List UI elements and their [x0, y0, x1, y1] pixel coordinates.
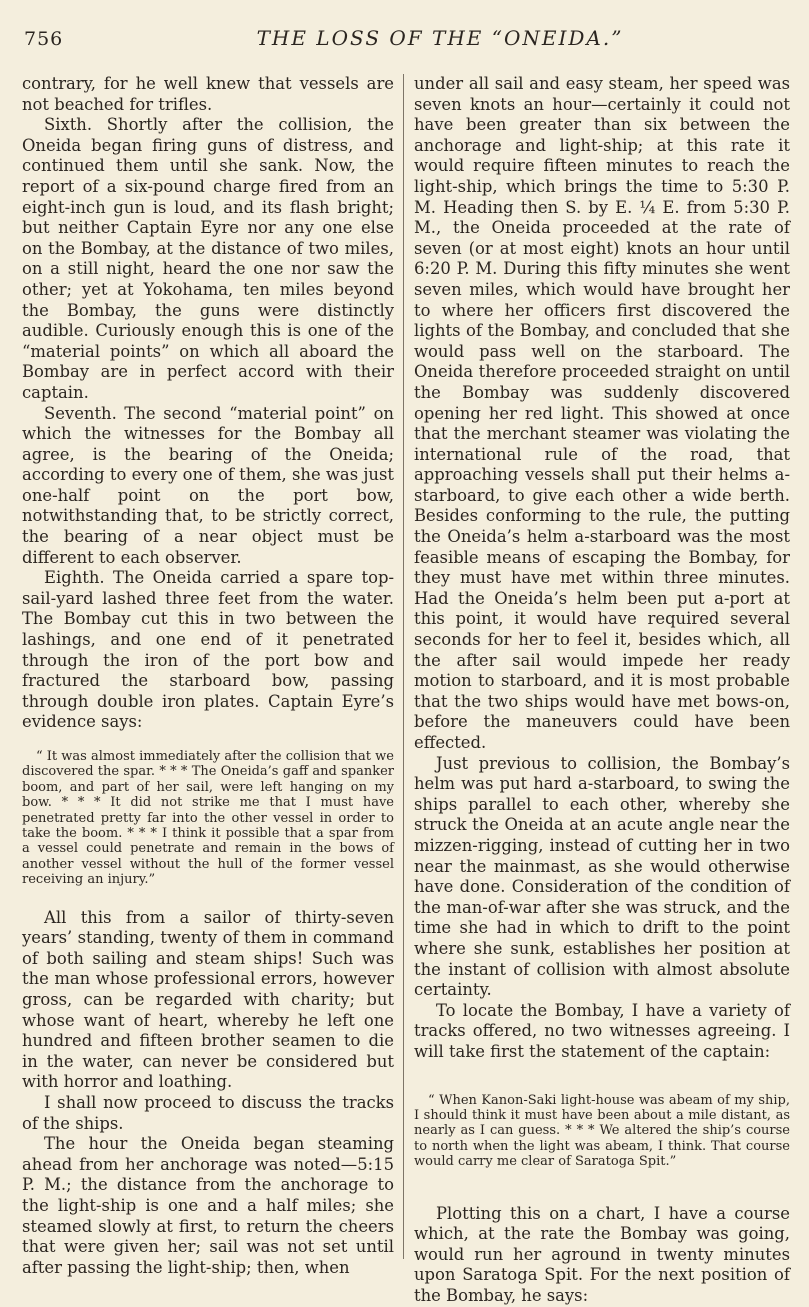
paragraph: I shall now proceed to discuss the tracks of the ships. — [22, 1093, 394, 1133]
right-column — [414, 74, 790, 1307]
paragraph: contrary, for he well knew that vessels are not beached for trifles. — [22, 74, 394, 114]
paragraph: Just previous to collision, the Bombay’s helm was put hard a-starboard, to swing the ships parallel to each other, whereby she struck the Oneida at an acute angle near the mizzen-rigging, instead of cutting her in two near the mainmast, as she would otherwise have done. Consideration of the condition of the man-of-war after she was struck, and the time she had in which to drift to the point where she sunk, establishes her position at the instant of collision with almost absolute certainty. — [414, 753, 790, 1000]
paragraph: under all sail and easy steam, her speed was seven knots an hour—certainly it could not have been greater than six between the anchorage and light-ship; at this rate it would require fifteen minutes to reach the light-ship, which brings the time to 5:30 P. M. Heading then S. by E. ¼ E. from 5:30 P. M., the Oneida proceeded at the rate of seven (or at most eight) knots an hour until 6:20 P. M. During this fifty minutes she went seven miles, which would have brought her to where her officers first discovered the lights of the Bombay, and concluded that she would pass well on the starboard. The Oneida therefore proceeded straight on until the Bombay was suddenly discovered opening her red light. This showed at once that the merchant steamer was violating the international rule of the road, that approaching vessels shall put their helms a-starboard, to give each other a wide berth. Besides conforming to the rule, the putting the Oneida’s helm a-starboard was the most feasible means of escaping the Bombay, for they must have met within three minutes. Had the Oneida’s helm been put a-port at this point, it would have required several seconds for her to feel it, besides which, all the after sail would impede her ready motion to starboard, and it is most probable that the two ships would have met bows-on, before the maneuvers could have been effected. — [414, 74, 790, 752]
paragraph: To locate the Bombay, I have a variety of tracks offered, no two witnesses agreeing. I will take first the statement of the captain: — [414, 1000, 790, 1061]
page-number: 756 — [24, 28, 64, 50]
paragraph: Plotting this on a chart, I have a course which, at the rate the Bombay was going, would run her aground in twenty minutes upon Saratoga Spit. For the next position of the Bombay, he says: — [414, 1203, 790, 1305]
paragraph: All this from a sailor of thirty-seven years’ standing, twenty of them in command of both sailing and steam ships! Such was the man whose professional errors, however gross, can be regarded with charity; but whose want of heart, whereby he left one hundred and fifteen brother seamen to die in the water, can never be considered but with horror and loathing. — [22, 907, 394, 1092]
paragraph-eighth: Eighth. The Oneida carried a spare top-sail-yard lashed three feet from the water. The Bombay cut this in two between the lashings, and one end of it penetrated through the iron of the port bow and fractured the starboard bow, passing through double iron plates. Captain Eyre’s evidence says: — [22, 568, 394, 732]
block-quote-captain-statement: “ When Kanon-Saki light-house was abeam of my ship, I should think it must have been about a mile distant, as nearly as I can guess. * * * We altered the ship’s course to north when the light was abeam, I think. That course would carry me clear of Saratoga Spit.” — [414, 1092, 790, 1170]
paragraph-seventh: Seventh. The second “material point” on which the witnesses for the Bombay all agree, is the bearing of the Oneida; according to every one of them, she was just one-half point on the port bow, notwithstanding that, to be strictly correct, the bearing of a near object must be different to each observer. — [22, 403, 394, 567]
running-title: THE LOSS OF THE “ONEIDA.” — [256, 26, 624, 50]
paragraph: The hour the Oneida began steaming ahead from her anchorage was noted—5:15 P. M.; the distance from the anchorage to the light-ship is one and a half miles; she steamed slowly at first, to return the cheers that were given her; sail was not set until after passing the light-ship; then, when — [22, 1134, 394, 1277]
paragraph-sixth: Sixth. Shortly after the collision, the Oneida began firing guns of distress, and continued them until she sank. Now, the report of a six-pound charge fired from an eight-inch gun is loud, and its flash bright; but neither Captain Eyre nor any one else on the Bombay, at the distance of two miles, on a still night, heard the one nor saw the other; yet at Yokohama, ten miles beyond the Bombay, the guns were distinctly audible. Curiously enough this is one of the “material points” on which all aboard the Bombay are in perfect accord with their captain. — [22, 115, 394, 402]
left-column — [22, 74, 394, 1278]
block-quote-eyre-evidence: “ It was almost immediately after the collision that we discovered the spar. * * * The Oneida’s gaff and spanker boom, and part of her sail, were left hanging on my bow. * * * It did not strike me that I must have penetrated pretty far into the other vessel in order to take the boom. * * * I think it possible that a spar from a vessel could penetrate and remain in the bows of another vessel without the hull of the former vessel receiving an injury.” — [22, 749, 394, 888]
page-header — [0, 22, 809, 58]
column-divider — [403, 74, 404, 1259]
